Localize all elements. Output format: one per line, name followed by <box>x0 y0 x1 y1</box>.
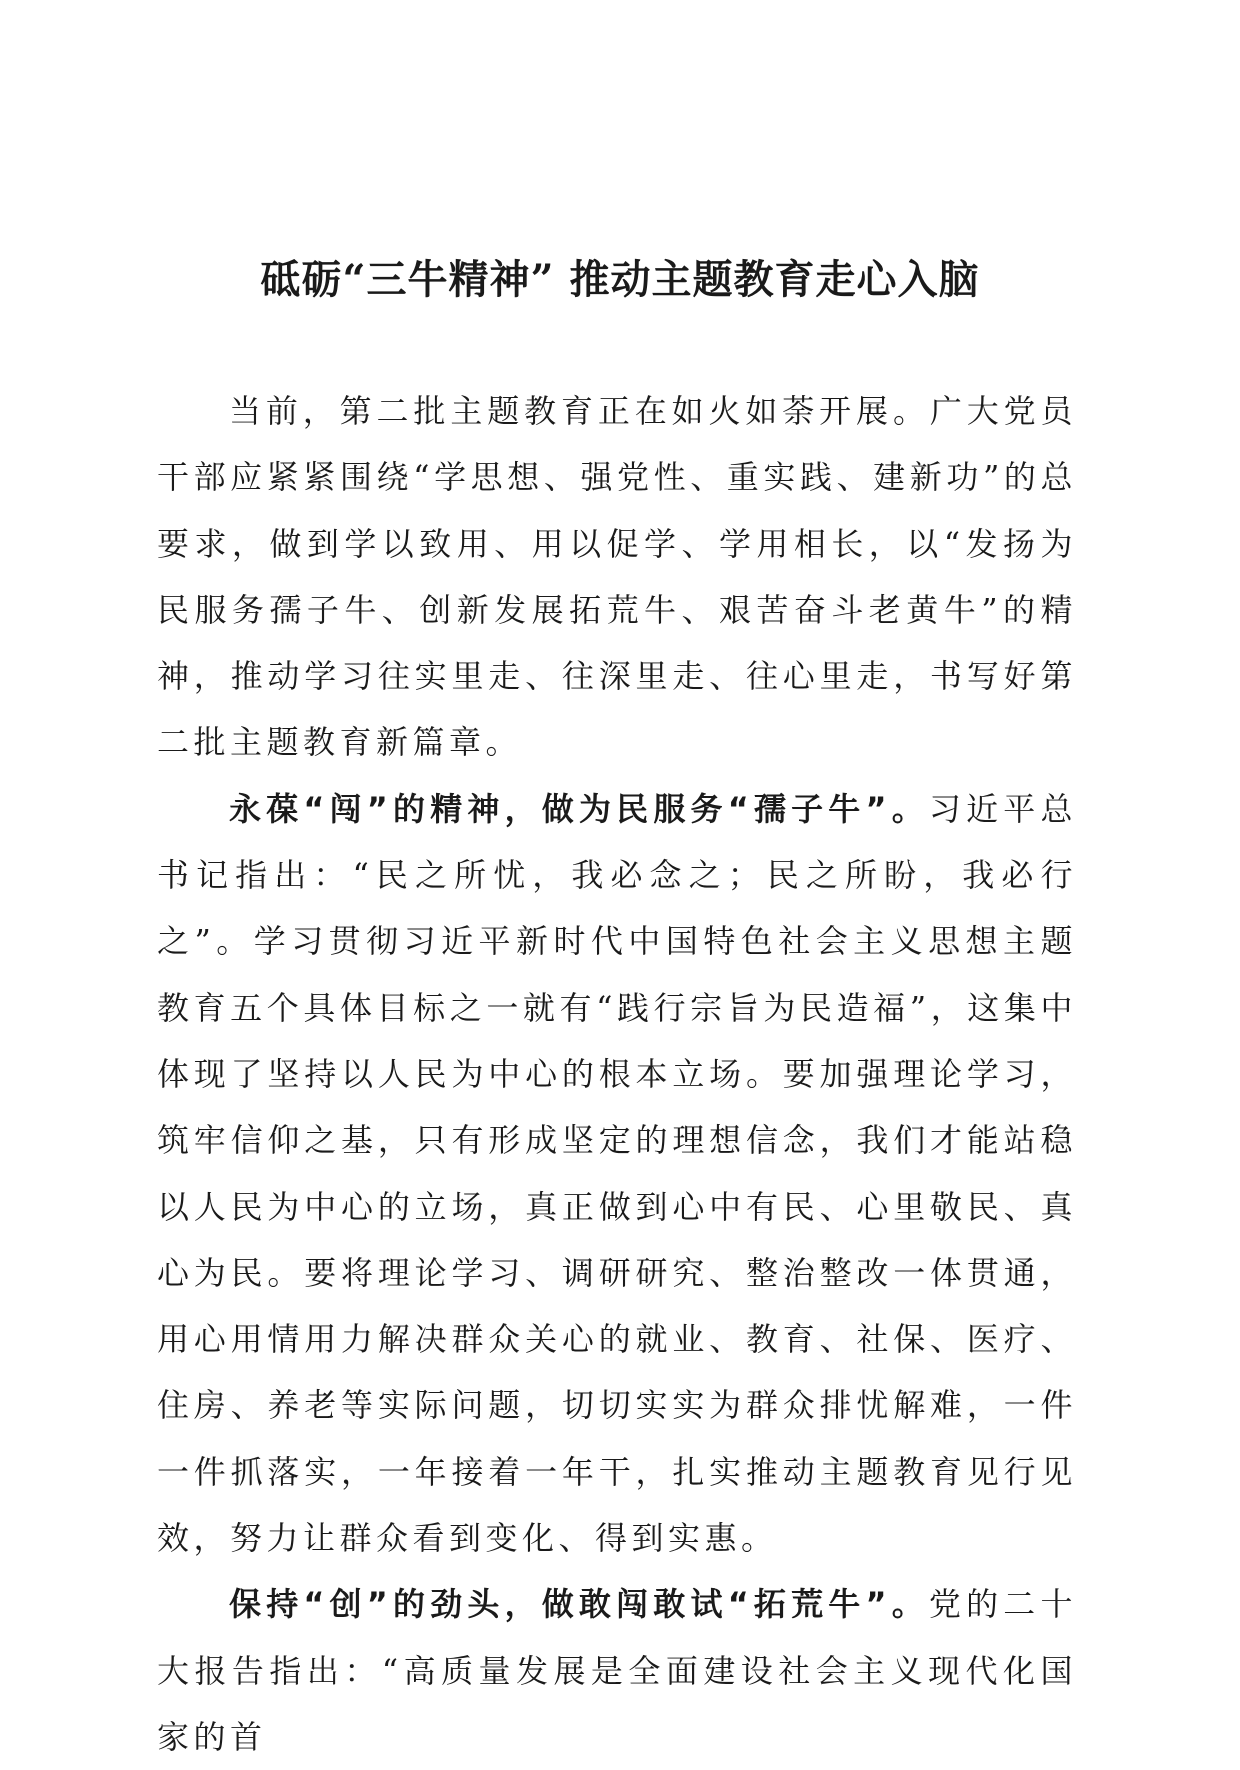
paragraph-text: 党的二十大报告指出：“高质量发展是全面建设社会主义现代化国家的首 <box>157 1585 1077 1756</box>
paragraph-section-2 <box>157 1571 1077 1770</box>
paragraph-lead: 保持“创”的劲头，做敢闯敢试“拓荒牛”。 <box>229 1585 929 1624</box>
paragraph-intro <box>157 378 1077 776</box>
document-body <box>157 378 1077 1770</box>
paragraph-section-1 <box>157 776 1077 1572</box>
paragraph-text: 习近平总书记指出：“民之所忧，我必念之；民之所盼，我必行之”。学习贯彻习近平新时代中国特色社会主义思想主题教育五个具体目标之一就有“践行宗旨为民造福”，这集中体现了坚持以人民为中心的根本立场。要加强理论学习，筑牢信仰之基，只有形成坚定的理想信念，我们才能站稳以人民为中心的立场，真正做到心中有民、心里敬民、真心为民。要将理论学习、调研研究、整治整改一体贯通，用心用情用力解决群众关心的就业、教育、社保、医疗、住房、养老等实际问题，切切实实为群众排忧解难，一件一件抓落实，一年接着一年干，扎实推动主题教育见行见效，努力让群众看到变化、得到实惠。 <box>157 789 1077 1558</box>
paragraph-lead: 永葆“闯”的精神，做为民服务“孺子牛”。 <box>229 789 929 828</box>
document-title: 砥砺“三牛精神” 推动主题教育走心入脑 <box>260 256 980 303</box>
paragraph-text: 当前，第二批主题教育正在如火如荼开展。广大党员干部应紧紧围绕“学思想、强党性、重实践、建新功”的总要求，做到学以致用、用以促学、学用相长，以“发扬为民服务孺子牛、创新发展拓荒牛、艰苦奋斗老黄牛”的精神，推动学习往实里走、往深里走、往心里走，书写好第二批主题教育新篇章。 <box>157 392 1077 762</box>
